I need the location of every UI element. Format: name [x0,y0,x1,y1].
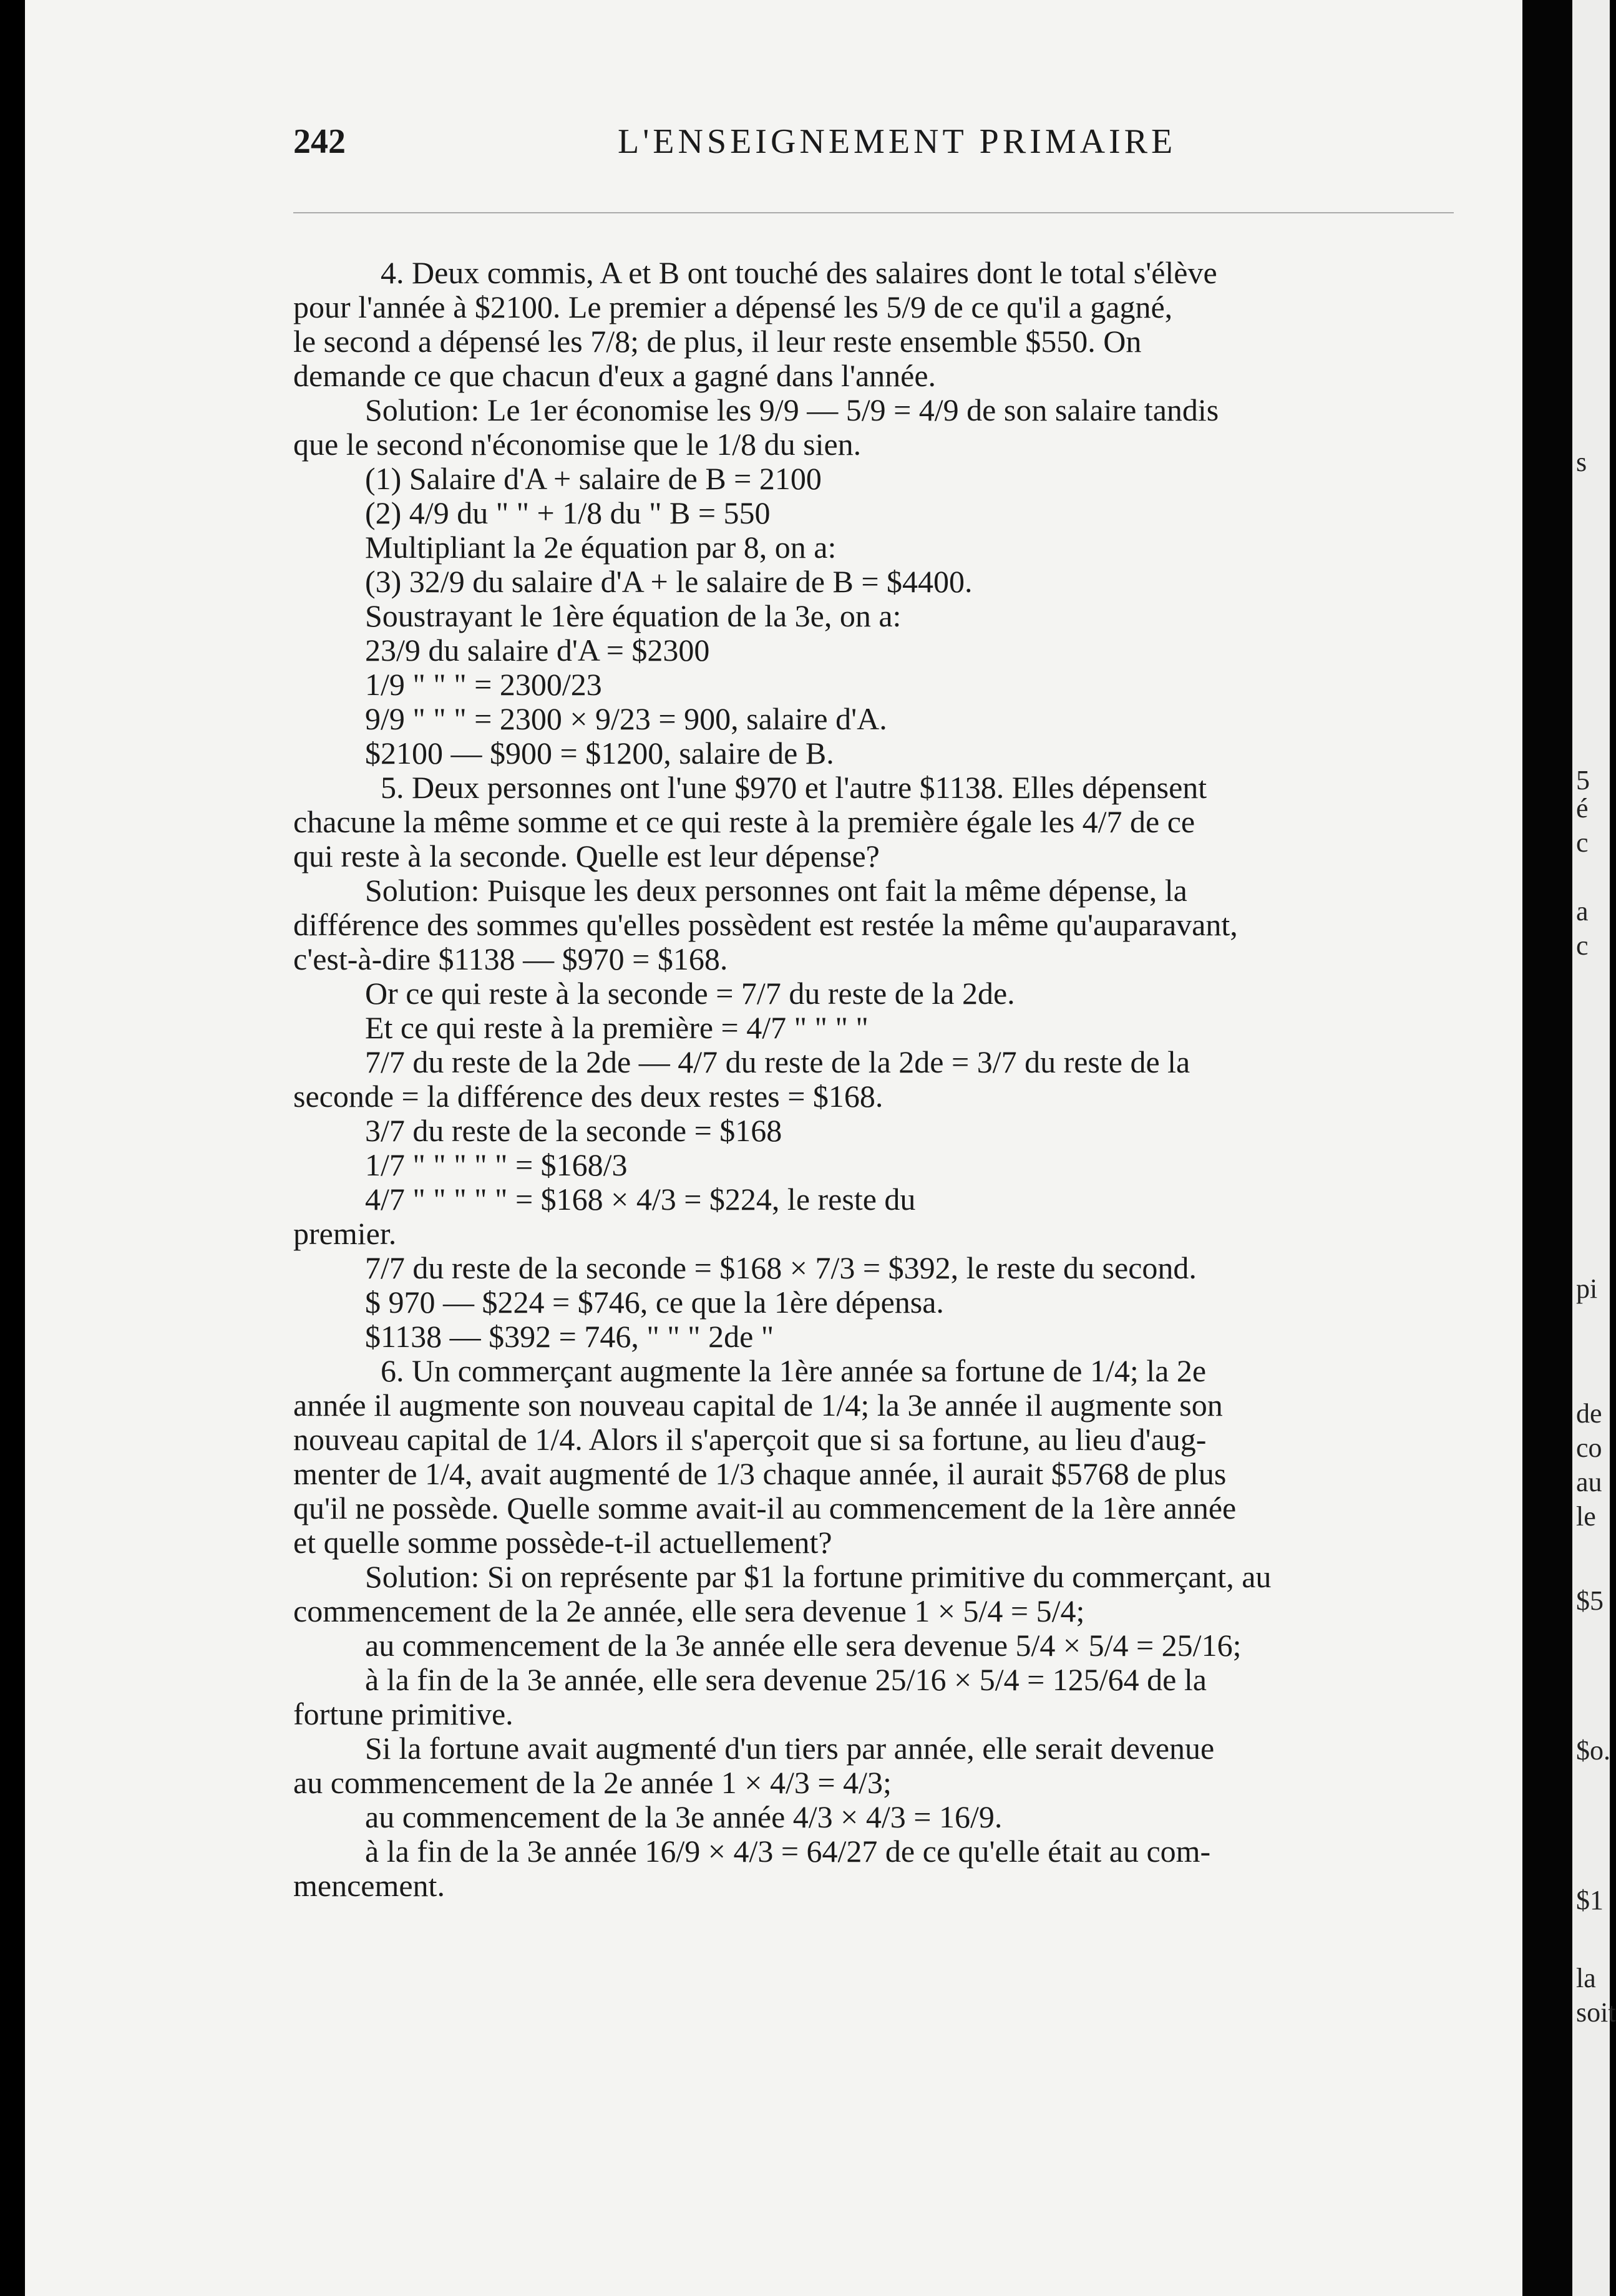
text-line: qui reste à la seconde. Quelle est leur dépense? [293,839,880,873]
text-line: seconde = la différence des deux restes = $168. [293,1079,883,1114]
text-line: nouveau capital de 1/4. Alors il s'aperçoit que si sa fortune, au lieu d'aug- [293,1422,1207,1457]
text-line: Si la fortune avait augmenté d'un tiers par année, elle serait devenue [365,1731,1215,1766]
text-line: au commencement de la 3e année elle sera devenue 5/4 × 5/4 = 25/16; [365,1628,1242,1663]
text-line: Multipliant la 2e équation par 8, on a: [365,530,837,565]
page-number: 242 [293,122,346,161]
text-line: 5. Deux personnes ont l'une $970 et l'autre $1138. Elles dépensent [381,770,1207,805]
adjacent-fragment: soit [1576,1997,1616,2028]
adjacent-fragment: c [1576,827,1589,858]
text-line: Soustrayant le 1ère équation de la 3e, on a: [365,598,902,633]
text-line: menter de 1/4, avait augmenté de 1/3 chaque année, il aurait $5768 de plus [293,1456,1227,1491]
text-line: 6. Un commerçant augmente la 1ère année sa fortune de 1/4; la 2e [381,1353,1207,1388]
text-line: 1/9 " " " = 2300/23 [365,667,602,702]
adjacent-fragment: la [1576,1963,1596,1993]
text-line: à la fin de la 3e année 16/9 × 4/3 = 64/27 de ce qu'elle était au com- [365,1834,1211,1869]
text-line: à la fin de la 3e année, elle sera devenue 25/16 × 5/4 = 125/64 de la [365,1662,1207,1697]
text-line: demande ce que chacun d'eux a gagné dans l'année. [293,358,937,393]
text-line: qu'il ne possède. Quelle somme avait-il au commencement de la 1ère année [293,1491,1237,1525]
header-rule [293,212,1454,213]
text-line: 4/7 " " " " " = $168 × 4/3 = $224, le reste du [365,1182,916,1217]
adjacent-fragment: a [1576,896,1589,927]
text-line: différence des sommes qu'elles possèdent est restée la même qu'auparavant, [293,907,1238,942]
adjacent-fragment: é [1576,793,1589,824]
text-line: au commencement de la 3e année 4/3 × 4/3 = 16/9. [365,1799,1003,1834]
text-line: $1138 — $392 = 746, " " " 2de " [365,1319,774,1354]
text-line: Solution: Le 1er économise les 9/9 — 5/9 = 4/9 de son salaire tandis [365,392,1219,427]
page-header [293,122,1448,172]
text-line: 4. Deux commis, A et B ont touché des salaires dont le total s'élève [381,255,1217,290]
text-line: chacune la même somme et ce qui reste à la première égale les 4/7 de ce [293,804,1195,839]
text-line: $ 970 — $224 = $746, ce que la 1ère dépensa. [365,1285,944,1320]
text-line: pour l'année à $2100. Le premier a dépensé les 5/9 de ce qu'il a gagné, [293,289,1173,324]
adjacent-fragment: de [1576,1398,1602,1429]
text-line: (1) Salaire d'A + salaire de B = 2100 [365,461,822,496]
adjacent-fragment: co [1576,1433,1602,1463]
text-line: premier. [293,1216,397,1251]
text-line: Et ce qui reste à la première = 4/7 " " " " [365,1010,869,1045]
adjacent-fragment: s [1576,447,1587,477]
adjacent-fragment: au [1576,1467,1602,1497]
text-line: (2) 4/9 du " " + 1/8 du " B = 550 [365,495,771,530]
book-gutter [1522,0,1572,2296]
text-line: 3/7 du reste de la seconde = $168 [365,1113,782,1148]
text-line: Solution: Si on représente par $1 la fortune primitive du commerçant, au [365,1559,1272,1594]
text-line: Solution: Puisque les deux personnes ont fait la même dépense, la [365,873,1187,908]
adjacent-fragment: 5 [1576,765,1590,795]
adjacent-fragment: pi [1576,1273,1598,1304]
adjacent-fragment: le [1576,1501,1596,1532]
text-line: et quelle somme possède-t-il actuellement? [293,1525,832,1560]
text-line: 7/7 du reste de la seconde = $168 × 7/3 = $392, le reste du second. [365,1250,1197,1285]
text-line: année il augmente son nouveau capital de 1/4; la 3e année il augmente son [293,1388,1223,1423]
text-line: 23/9 du salaire d'A = $2300 [365,633,710,668]
text-line: 7/7 du reste de la 2de — 4/7 du reste de la 2de = 3/7 du reste de la [365,1044,1190,1079]
text-line: commencement de la 2e année, elle sera devenue 1 × 5/4 = 5/4; [293,1593,1085,1628]
text-line: au commencement de la 2e année 1 × 4/3 = 4/3; [293,1765,892,1800]
adjacent-fragment: $5 [1576,1585,1604,1616]
text-line: fortune primitive. [293,1696,514,1731]
running-title: L'ENSEIGNEMENT PRIMAIRE [618,122,1177,161]
adjacent-page-edge [1572,0,1616,2296]
adjacent-fragment: c [1576,930,1589,961]
text-line: mencement. [293,1868,445,1903]
text-line: que le second n'économise que le 1/8 du sien. [293,427,862,462]
page-body [293,256,1501,1903]
text-line: le second a dépensé les 7/8; de plus, il leur reste ensemble $550. On [293,324,1142,359]
text-line: 1/7 " " " " " = $168/3 [365,1147,628,1182]
text-line: (3) 32/9 du salaire d'A + le salaire de B = $4400. [365,564,973,599]
adjacent-fragment: $o. [1576,1735,1610,1766]
adjacent-fragment: $1 [1576,1885,1604,1915]
text-line: Or ce qui reste à la seconde = 7/7 du reste de la 2de. [365,976,1015,1011]
text-line: $2100 — $900 = $1200, salaire de B. [365,736,834,771]
text-line: c'est-à-dire $1138 — $970 = $168. [293,941,728,976]
text-line: 9/9 " " " = 2300 × 9/23 = 900, salaire d'A. [365,701,887,736]
